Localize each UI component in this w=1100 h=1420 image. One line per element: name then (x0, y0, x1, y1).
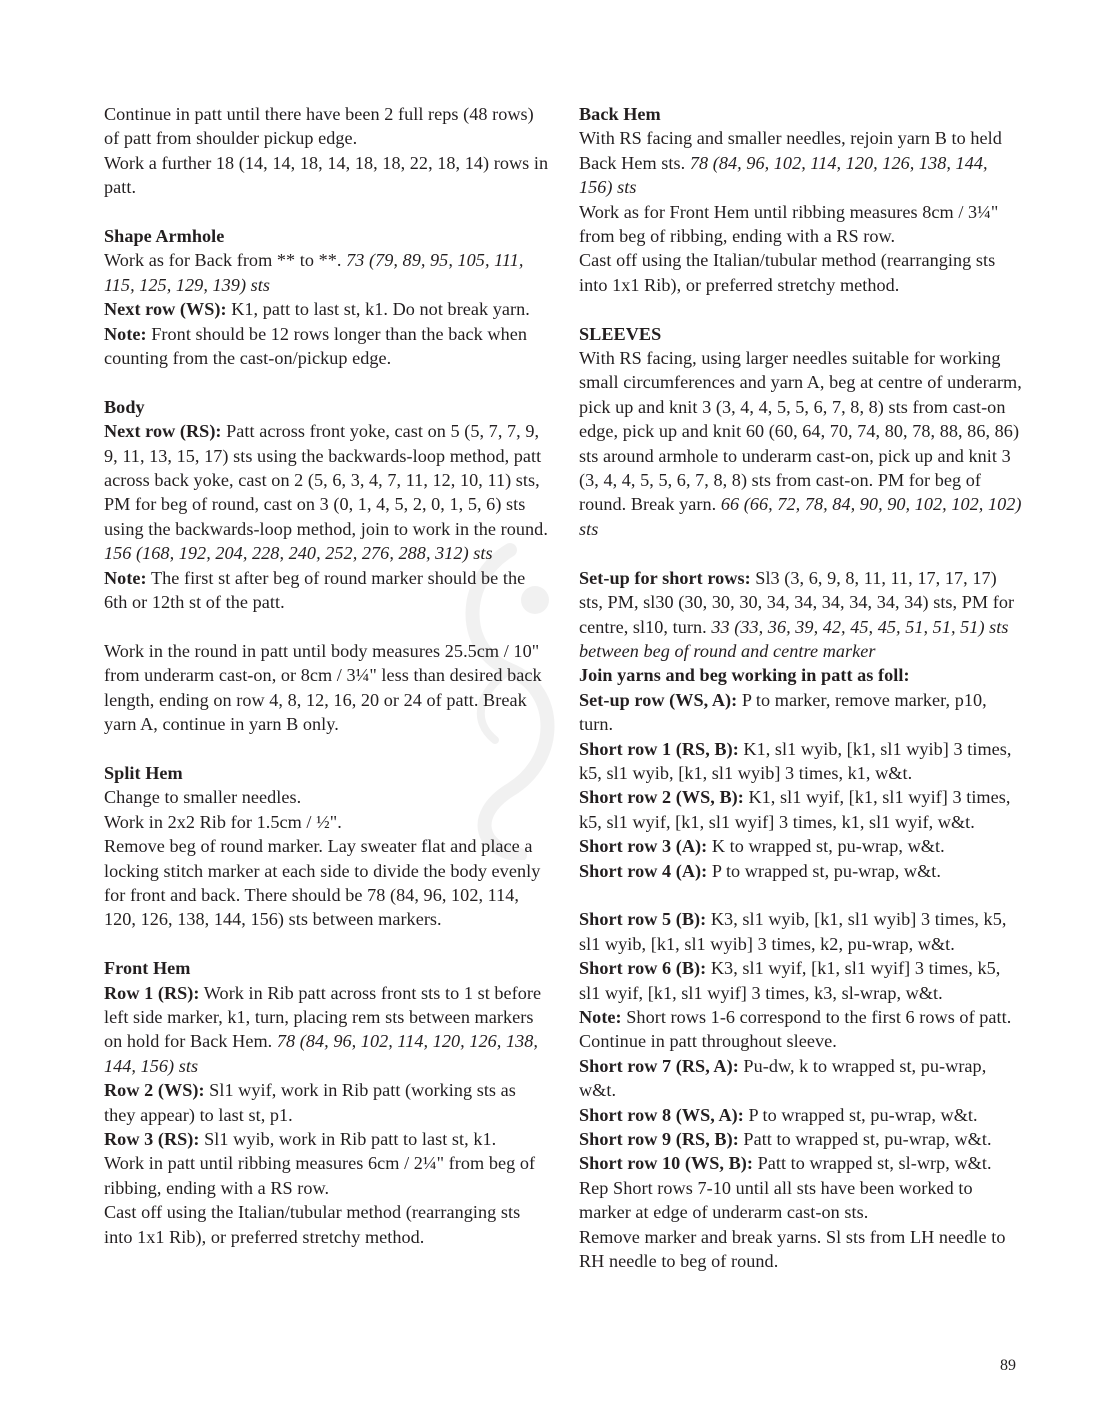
row-text: P to wrapped st, pu-wrap, w&t. (743, 1104, 978, 1125)
section-heading: Back Hem (579, 104, 661, 124)
front-continue-section (104, 102, 549, 200)
instruction-row (579, 956, 1024, 1005)
row-text: Patt to wrapped st, pu-wrap, w&t. (738, 1129, 992, 1150)
paragraph: Work in 2x2 Rib for 1.5cm / ½". (104, 811, 342, 832)
paragraph: Cast off using the Italian/tubular method (rearranging sts into 1x1 Rib), or preferred stretchy method. (104, 1202, 521, 1247)
instruction-row (579, 907, 1024, 956)
note-label: Note: (579, 1006, 622, 1027)
note-text: Short rows 1-6 correspond to the first 6 rows of patt. Continue in patt throughout sleeve. (579, 1006, 1012, 1052)
row-label: Next row (RS): (104, 421, 222, 442)
row-text: K1, sl1 wyif, [k1, sl1 wyif] 3 times, k5, sl1 wyif, [k1, sl1 wyif] 3 times, k1, sl1 wyif, w&t. (579, 787, 1011, 832)
instruction-row (579, 1054, 1024, 1103)
paragraph: Change to smaller needles. (104, 787, 302, 808)
note (579, 1005, 1024, 1054)
row-text: Patt across front yoke, cast on 5 (5, 7, 7, 9, 9, 11, 13, 15, 17) sts using the backwards-loop method, patt across back yoke, cast on 2 (5, 6, 3, 4, 7, 11, 12, 10, 11) sts, PM for beg of round, cast on 3 (0, 1, 4, 5, 2, 0, 1, 5, 6) sts using the backwards-loop method, join to work in the round. (104, 421, 548, 539)
row-text: Sl1 wyib, work in Rib patt to last st, k1. (199, 1128, 497, 1149)
note (104, 322, 549, 371)
stitch-count: 33 (33, 36, 39, 42, 45, 45, 51, 51, 51) sts between beg of round and centre marker (579, 616, 1009, 661)
row-text: K1, sl1 wyib, [k1, sl1 wyib] 3 times, k5, sl1 wyib, [k1, sl1 wyib] 3 times, k1, w&t. (579, 738, 1012, 783)
paragraph-text: Work as for Back from ** to **. (104, 250, 347, 271)
paragraph: Work a further 18 (14, 14, 18, 14, 18, 18, 22, 18, 14) rows in patt. (104, 152, 549, 198)
row-label: Short row 2 (WS, B): (579, 787, 744, 808)
instruction-row (579, 1127, 1024, 1151)
row-label: Short row 6 (B): (579, 958, 707, 979)
paragraph (579, 346, 1024, 541)
paragraph: Remove marker and break yarns. Sl sts from LH needle to RH needle to beg of round. (579, 1226, 1006, 1272)
row-label: Short row 7 (RS, A): (579, 1055, 739, 1076)
row-text: Work in Rib patt across front sts to 1 st before left side marker, k1, turn, placing rem sts between markers on hold for Back Hem. (104, 982, 542, 1052)
subheading: Join yarns and beg working in patt as foll: (579, 665, 910, 686)
row-text: K3, sl1 wyif, [k1, sl1 wyif] 3 times, k5, sl1 wyif, [k1, sl1 wyif] 3 times, k3, sl-wrap, w&t. (579, 958, 1001, 1003)
instruction-row (579, 1151, 1024, 1175)
instruction-row (104, 297, 549, 321)
row-label: Short row 9 (RS, B): (579, 1129, 739, 1150)
instruction-row (579, 859, 1024, 883)
row-text: Patt to wrapped st, sl-wrp, w&t. (753, 1153, 992, 1174)
row-text: K to wrapped st, pu-wrap, w&t. (707, 836, 945, 857)
body-continue-section (104, 639, 549, 737)
row-label: Short row 8 (WS, A): (579, 1104, 744, 1125)
stitch-count: 156 (168, 192, 204, 228, 240, 252, 276, 288, 312) sts (104, 543, 493, 564)
paragraph: Work as for Front Hem until ribbing measures 8cm / 3¼" from beg of ribbing, ending with a RS row. (579, 201, 999, 247)
sleeves-section (579, 322, 1024, 542)
stitch-count: 66 (66, 72, 78, 84, 90, 90, 102, 102, 102) sts (579, 494, 1022, 539)
row-label: Row 2 (WS): (104, 1080, 205, 1101)
instruction-row (579, 737, 1024, 786)
instruction-row (579, 785, 1024, 834)
stitch-count: 78 (84, 96, 102, 114, 120, 126, 138, 144, 156) sts (104, 1031, 538, 1076)
instruction-row (579, 688, 1024, 737)
row-label: Set-up for short rows: (579, 567, 751, 588)
note (104, 566, 549, 615)
row-text: Sl1 wyif, work in Rib patt (working sts as they appear) to last st, p1. (104, 1080, 516, 1125)
paragraph-text: With RS facing, using larger needles suitable for working small circumferences and yarn A, beg at centre of underarm, pick up and knit 3 (3, 4, 4, 5, 5, 6, 7, 8, 8) sts from cast-on edge, pick up and knit 60 (60, 64, 70, 74, 80, 78, 88, 86, 86) sts around armhole to underarm cast-on, pick up and knit 3 (3, 4, 4, 5, 5, 6, 7, 8, 8) sts from cast-on. PM for beg of round. Break yarn. (579, 348, 1022, 515)
note-label: Note: (104, 567, 147, 588)
short-rows-continue-section (579, 907, 1024, 1273)
shape-armhole-section (104, 224, 549, 370)
section-heading: SLEEVES (579, 323, 662, 344)
instruction-row (579, 834, 1024, 858)
instruction-row (579, 1103, 1024, 1127)
section-heading: Shape Armhole (104, 226, 225, 247)
row-text: K3, sl1 wyib, [k1, sl1 wyib] 3 times, k5, sl1 wyib, [k1, sl1 wyib] 3 times, k2, pu-wrap, w&t. (579, 909, 1007, 954)
row-label: Row 3 (RS): (104, 1128, 200, 1149)
paragraph: Work in patt until ribbing measures 6cm / 2¼" from beg of ribbing, ending with a RS row. (104, 1153, 536, 1198)
row-label: Short row 4 (A): (579, 860, 708, 881)
paragraph (579, 126, 1024, 199)
row-text: K1, patt to last st, k1. Do not break yarn. (226, 299, 530, 320)
row-label: Next row (WS): (104, 299, 227, 320)
paragraph: Continue in patt until there have been 2 full reps (48 rows) of patt from shoulder pickup edge. (104, 104, 534, 149)
paragraph: Remove beg of round marker. Lay sweater flat and place a locking stitch marker at each side to divide the body evenly for front and back. There should be 78 (84, 96, 102, 114, 120, 126, 138, 144, 156) sts between markers. (104, 836, 541, 930)
section-heading: Body (104, 396, 145, 417)
instruction-row (104, 1078, 549, 1127)
paragraph-text: With RS facing and smaller needles, rejoin yarn B to held Back Hem sts. (579, 128, 1002, 173)
instruction-row (104, 981, 549, 1079)
row-text: Pu-dw, k to wrapped st, pu-wrap, w&t. (579, 1055, 987, 1101)
instruction-row (104, 419, 549, 565)
left-column (104, 102, 549, 1273)
back-hem-section (579, 102, 1024, 297)
instruction-row (104, 1127, 549, 1151)
instruction-row (579, 566, 1024, 664)
row-label: Set-up row (WS, A): (579, 689, 738, 710)
section-heading: Front Hem (104, 958, 191, 979)
row-text: P to wrapped st, pu-wrap, w&t. (707, 860, 942, 881)
page-number: 89 (1000, 1357, 1016, 1374)
row-text: Sl3 (3, 6, 9, 8, 11, 11, 17, 17, 17) sts, PM, sl30 (30, 30, 30, 34, 34, 34, 34, 34, 34) sts, PM for centre, sl10, turn. (579, 567, 1015, 637)
note-text: Front should be 12 rows longer than the back when counting from the cast-on/pickup edge. (104, 323, 527, 369)
right-column (579, 102, 1024, 1298)
paragraph (104, 248, 549, 297)
paragraph: Rep Short rows 7-10 until all sts have been worked to marker at edge of underarm cast-on sts. (579, 1177, 973, 1223)
stitch-count: 78 (84, 96, 102, 114, 120, 126, 138, 144, 156) sts (579, 152, 988, 198)
short-rows-setup-section (579, 566, 1024, 883)
stitch-count: 73 (79, 89, 95, 105, 111, 115, 125, 129, 139) sts (104, 250, 524, 295)
body-section (104, 395, 549, 615)
paragraph: Work in the round in patt until body measures 25.5cm / 10" from underarm cast-on, or 8cm / 3¼" less than desired back length, ending on row 4, 8, 12, 16, 20 or 24 of patt. Break yarn A, continue in yarn B only. (104, 640, 542, 735)
note-label: Note: (104, 323, 147, 344)
front-hem-section (104, 956, 549, 1249)
row-label: Row 1 (RS): (104, 982, 200, 1003)
note-text: The first st after beg of round marker should be the 6th or 12th st of the patt. (104, 567, 526, 613)
section-heading: Split Hem (104, 762, 183, 783)
paragraph: Cast off using the Italian/tubular method (rearranging sts into 1x1 Rib), or preferred stretchy method. (579, 250, 996, 295)
row-label: Short row 3 (A): (579, 836, 708, 857)
split-hem-section (104, 761, 549, 932)
row-label: Short row 10 (WS, B): (579, 1153, 753, 1174)
row-text: P to marker, remove marker, p10, turn. (579, 689, 987, 735)
row-label: Short row 1 (RS, B): (579, 738, 739, 759)
row-label: Short row 5 (B): (579, 909, 707, 930)
